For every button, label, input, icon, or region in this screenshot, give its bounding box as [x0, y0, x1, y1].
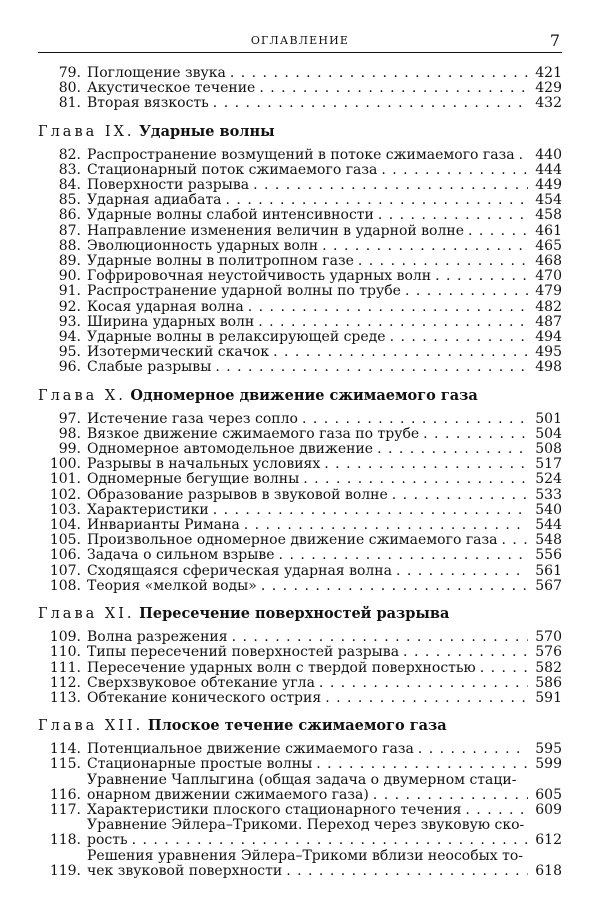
section-title: Косая ударная волна — [87, 298, 244, 315]
section-number: 107. — [49, 562, 81, 579]
page-reference: 556 — [535, 547, 562, 564]
section-title: Вязкое движение сжимаемого газа по трубе — [87, 425, 420, 442]
page-reference: 567 — [535, 577, 562, 594]
chapter-label: Глава XI. — [38, 606, 135, 623]
page-reference: 508 — [535, 441, 562, 458]
section-number: 112. — [49, 674, 81, 691]
page-reference: 591 — [535, 689, 562, 706]
section-title: Разрывы в начальных условиях — [87, 456, 321, 473]
section-title: Обтекание конического острия — [87, 689, 322, 706]
dot-leader — [435, 269, 528, 284]
chapter-heading — [38, 605, 562, 623]
page-reference: 605 — [535, 786, 562, 803]
dot-leader — [261, 579, 528, 594]
entry-body — [87, 66, 532, 81]
entry-body — [87, 691, 532, 706]
entry-body — [87, 548, 532, 563]
section-title: Ударные волны слабой интенсивности — [87, 207, 374, 224]
page-reference: 612 — [535, 832, 562, 849]
section-title: Сверхзвуковое обтекание угла — [87, 674, 315, 691]
section-title-line: Уравнение Эйлера–Трикоми. Переход через звуковую ско- — [87, 817, 525, 834]
page-reference: 501 — [535, 410, 562, 427]
entry-body — [87, 630, 532, 645]
section-title: Поверхности разрыва — [87, 177, 250, 194]
section-number: 115. — [49, 756, 81, 773]
page-reference: 465 — [535, 237, 562, 254]
page-reference: 609 — [535, 801, 562, 818]
dot-leader — [248, 300, 528, 315]
dot-leader — [213, 503, 528, 518]
dot-leader — [418, 742, 528, 757]
section-title-last-line — [87, 788, 532, 803]
page-reference: 449 — [535, 177, 562, 194]
section-number: 91. — [58, 283, 81, 300]
page-reference: 504 — [535, 425, 562, 442]
page-reference: 544 — [535, 517, 562, 534]
section-title: Поглощение звука — [87, 65, 226, 81]
section-title: Изотермический скачок — [87, 344, 270, 361]
toc-entry[interactable] — [38, 239, 562, 254]
dot-leader — [303, 472, 528, 487]
section-number: 100. — [49, 456, 81, 473]
page-reference: 582 — [535, 659, 562, 676]
section-number: 95. — [58, 344, 81, 361]
dot-leader — [502, 533, 529, 548]
section-title: Ударная адиабата — [87, 192, 222, 209]
section-number: 106. — [49, 547, 81, 564]
section-title: Пересечение ударных волн с твердой поверхностью — [87, 659, 476, 676]
page-reference: 458 — [535, 207, 562, 224]
entry-body — [87, 773, 532, 803]
toc-entry[interactable] — [38, 345, 562, 360]
section-number: 81. — [58, 95, 81, 112]
entry-body — [87, 345, 532, 360]
toc-entry[interactable] — [38, 457, 562, 472]
toc-entry[interactable] — [38, 269, 562, 284]
entry-body — [87, 96, 532, 111]
entry-body — [87, 284, 532, 299]
toc-entry[interactable] — [38, 818, 562, 848]
section-number: 93. — [58, 313, 81, 330]
table-of-contents — [38, 66, 562, 879]
section-title: Распространение возмущений в потоке сжимаемого газа — [87, 146, 515, 163]
entry-body — [87, 178, 532, 193]
chapter-title: Плоское течение сжимаемого газа — [147, 717, 447, 735]
entry-body — [87, 564, 532, 579]
dot-leader — [324, 457, 528, 472]
section-number: 101. — [49, 471, 81, 488]
page-reference: 570 — [535, 629, 562, 646]
section-title-line: чек звуковой поверхности — [87, 862, 283, 879]
section-number: 117. — [49, 801, 81, 818]
dot-leader — [253, 178, 528, 193]
toc-entry[interactable] — [38, 412, 562, 427]
toc-entry[interactable] — [38, 518, 562, 533]
entry-body — [87, 518, 532, 533]
entry-body — [87, 239, 532, 254]
dot-leader — [244, 518, 528, 533]
section-number: 82. — [58, 146, 81, 163]
page-reference: 482 — [535, 298, 562, 315]
section-title: Направление изменения величин в ударной волне — [87, 222, 464, 239]
toc-entry[interactable] — [38, 773, 562, 803]
entry-body — [87, 427, 532, 442]
entry-body — [87, 208, 532, 223]
section-title: Характеристики плоского стационарного течения — [87, 801, 462, 818]
entry-body — [87, 315, 532, 330]
section-number: 110. — [49, 644, 81, 661]
entry-body — [87, 676, 532, 691]
page-reference: 444 — [535, 161, 562, 178]
section-number: 83. — [58, 161, 81, 178]
toc-entry[interactable] — [38, 564, 562, 579]
dot-leader — [373, 788, 528, 803]
entry-body — [87, 81, 532, 96]
entry-body — [87, 818, 532, 848]
section-title-line: рость — [87, 832, 128, 849]
chapter-label: Глава X. — [38, 387, 126, 404]
section-number: 103. — [49, 501, 81, 518]
entry-body — [87, 300, 532, 315]
section-title: Потенциальное движение сжимаемого газа — [87, 741, 414, 758]
section-number: 89. — [58, 253, 81, 270]
toc-entry[interactable] — [38, 488, 562, 503]
page-reference: 517 — [535, 456, 562, 473]
toc-entry[interactable] — [38, 81, 562, 96]
chapter-title: Ударные волны — [139, 122, 275, 140]
section-number: 108. — [49, 577, 81, 594]
section-title: Инварианты Римана — [87, 517, 240, 534]
page-reference: 470 — [535, 268, 562, 285]
chapter-label: Глава XII. — [38, 718, 144, 735]
page-reference: 524 — [535, 471, 562, 488]
page-reference: 498 — [535, 359, 562, 376]
entry-body — [87, 330, 532, 345]
chapter-title: Пересечение поверхностей разрыва — [139, 605, 450, 623]
section-title: Распространение ударной волны по трубе — [87, 283, 401, 300]
page-reference: 487 — [535, 313, 562, 330]
entry-body — [87, 193, 532, 208]
section-number: 87. — [58, 222, 81, 239]
section-number: 111. — [49, 659, 81, 676]
toc-entry[interactable] — [38, 163, 562, 178]
entry-body — [87, 661, 532, 676]
entry-body — [87, 163, 532, 178]
toc-entry[interactable] — [38, 691, 562, 706]
page-reference: 432 — [535, 95, 562, 112]
section-number: 85. — [58, 192, 81, 209]
section-number: 97. — [58, 410, 81, 427]
section-title-line: онарном движении сжимаемого газа) — [87, 786, 369, 803]
page-reference: 454 — [535, 192, 562, 209]
section-number: 118. — [49, 832, 81, 849]
section-title: Одномерные бегущие волны — [87, 471, 300, 488]
section-title: Задача о сильном взрыве — [87, 547, 275, 564]
section-number: 80. — [58, 80, 81, 97]
toc-entry[interactable] — [38, 533, 562, 548]
toc-entry[interactable] — [38, 224, 562, 239]
section-number: 94. — [58, 329, 81, 346]
section-title: Характеристики — [87, 501, 209, 518]
dot-leader — [319, 676, 528, 691]
page-reference: 421 — [535, 65, 562, 81]
entry-body — [87, 533, 532, 548]
dot-leader — [381, 163, 528, 178]
toc-entry[interactable] — [38, 208, 562, 223]
toc-entry[interactable] — [38, 360, 562, 375]
page-number: 7 — [549, 31, 560, 50]
toc-entry[interactable] — [38, 472, 562, 487]
dot-leader — [405, 284, 528, 299]
entry-body — [87, 645, 532, 660]
section-title: Образование разрывов в звуковой волне — [87, 486, 388, 503]
section-number: 113. — [49, 689, 81, 706]
toc-entry[interactable] — [38, 148, 562, 163]
section-title: Эволюционность ударных волн — [87, 237, 319, 254]
toc-entry[interactable] — [38, 300, 562, 315]
dot-leader — [226, 193, 528, 208]
section-number: 79. — [58, 65, 81, 81]
dot-leader — [215, 360, 528, 375]
section-number: 119. — [49, 862, 81, 879]
page-reference: 540 — [535, 501, 562, 518]
page-reference: 586 — [535, 674, 562, 691]
toc-entry[interactable] — [38, 330, 562, 345]
section-title: Слабые разрывы — [87, 359, 212, 376]
toc-entry[interactable] — [38, 849, 562, 879]
page-reference: 561 — [535, 562, 562, 579]
toc-entry[interactable] — [38, 284, 562, 299]
entry-body — [87, 849, 532, 879]
toc-entry[interactable] — [38, 193, 562, 208]
dot-leader — [390, 330, 528, 345]
section-number: 105. — [49, 532, 81, 549]
section-title: Стационарный поток сжимаемого газа — [87, 161, 378, 178]
page-reference: 479 — [535, 283, 562, 300]
entry-body — [87, 457, 532, 472]
chapter-title: Одномерное движение сжимаемого газа — [130, 386, 478, 404]
dot-leader — [273, 345, 528, 360]
dot-leader — [325, 691, 528, 706]
toc-entry[interactable] — [38, 645, 562, 660]
section-title: Стационарные простые волны — [87, 756, 313, 773]
section-title: Вторая вязкость — [87, 95, 209, 112]
entry-body — [87, 742, 532, 757]
dot-leader — [396, 564, 528, 579]
toc-entry[interactable] — [38, 661, 562, 676]
toc-entry[interactable] — [38, 579, 562, 594]
entry-body — [87, 269, 532, 284]
entry-body — [87, 224, 532, 239]
toc-entry[interactable] — [38, 503, 562, 518]
dot-leader — [465, 803, 528, 818]
section-title: Ударные волны в релаксирующей среде — [87, 329, 386, 346]
dot-leader — [403, 645, 528, 660]
chapter-heading — [38, 387, 562, 405]
toc-entry[interactable] — [38, 315, 562, 330]
section-title: Истечение газа через сопло — [87, 410, 298, 427]
toc-entry[interactable] — [38, 254, 562, 269]
dot-leader — [258, 315, 528, 330]
dot-leader — [322, 239, 528, 254]
toc-entry[interactable] — [38, 742, 562, 757]
header-rule — [38, 52, 562, 53]
toc-entry[interactable] — [38, 442, 562, 457]
chapter-heading — [38, 717, 562, 735]
entry-body — [87, 503, 532, 518]
section-number: 104. — [49, 517, 81, 534]
section-title-last-line — [87, 864, 532, 879]
entry-body — [87, 757, 532, 772]
section-title: Волна разрежения — [87, 629, 228, 646]
section-number: 98. — [58, 425, 81, 442]
page-reference: 495 — [535, 344, 562, 361]
dot-leader — [392, 488, 528, 503]
section-number: 90. — [58, 268, 81, 285]
entry-body — [87, 472, 532, 487]
dot-leader — [279, 548, 528, 563]
toc-entry[interactable] — [38, 548, 562, 563]
section-title-line: Решения уравнения Эйлера–Трикоми вблизи неособых то- — [87, 847, 524, 864]
page-reference: 494 — [535, 329, 562, 346]
dot-leader — [358, 254, 528, 269]
section-title: Ширина ударных волн — [87, 313, 255, 330]
toc-entry[interactable] — [38, 96, 562, 111]
entry-body — [87, 412, 532, 427]
page-reference: 595 — [535, 741, 562, 758]
toc-entry[interactable] — [38, 803, 562, 818]
section-title-last-line — [87, 833, 532, 848]
dot-leader — [480, 661, 528, 676]
page-reference: 461 — [535, 222, 562, 239]
section-title: Произвольное одномерное движение сжимаемого газа — [87, 532, 498, 549]
section-number: 84. — [58, 177, 81, 194]
page-reference: 468 — [535, 253, 562, 270]
toc-entry[interactable] — [38, 427, 562, 442]
dot-leader — [213, 96, 528, 111]
section-number: 102. — [49, 486, 81, 503]
dot-leader — [378, 208, 528, 223]
page-reference: 533 — [535, 486, 562, 503]
chapter-heading — [38, 123, 562, 141]
page-reference: 429 — [535, 80, 562, 97]
toc-entry[interactable] — [38, 757, 562, 772]
dot-leader — [286, 864, 528, 879]
dot-leader — [468, 224, 528, 239]
toc-entry[interactable] — [38, 66, 562, 81]
page-reference: 599 — [535, 756, 562, 773]
dot-leader — [377, 442, 528, 457]
toc-entry[interactable] — [38, 630, 562, 645]
page-reference: 548 — [535, 532, 562, 549]
dot-leader — [232, 630, 528, 645]
dot-leader — [423, 427, 528, 442]
page-reference: 440 — [535, 146, 562, 163]
section-title: Сходящаяся сферическая ударная волна — [87, 562, 392, 579]
section-title-line: Уравнение Чаплыгина (общая задача о двумерном стаци- — [87, 771, 517, 788]
dot-leader — [230, 66, 528, 81]
section-number: 88. — [58, 237, 81, 254]
dot-leader — [316, 757, 528, 772]
section-number: 96. — [58, 359, 81, 376]
section-title: Одномерное автомодельное движение — [87, 441, 374, 458]
chapter-label: Глава IX. — [38, 123, 135, 140]
dot-leader — [132, 833, 528, 848]
section-title: Теория «мелкой воды» — [87, 577, 257, 594]
page-reference: 576 — [535, 644, 562, 661]
section-title: Ударные волны в политропном газе — [87, 253, 354, 270]
section-number: 109. — [49, 629, 81, 646]
running-title: ОГЛАВЛЕНИЕ — [250, 34, 350, 47]
entry-body — [87, 360, 532, 375]
dot-leader — [259, 81, 528, 96]
section-number: 92. — [58, 298, 81, 315]
dot-leader — [302, 412, 528, 427]
section-title: Акустическое течение — [87, 80, 256, 97]
entry-body — [87, 488, 532, 503]
section-title: Гофрировочная неустойчивость ударных волн — [87, 268, 432, 285]
toc-entry[interactable] — [38, 178, 562, 193]
section-number: 86. — [58, 207, 81, 224]
entry-body — [87, 254, 532, 269]
page-header — [38, 31, 562, 53]
page-reference: 618 — [535, 862, 562, 879]
toc-entry[interactable] — [38, 676, 562, 691]
entry-body — [87, 803, 532, 818]
section-number: 99. — [58, 441, 81, 458]
section-number: 116. — [49, 786, 81, 803]
section-title: Типы пересечений поверхностей разрыва — [87, 644, 400, 661]
entry-body — [87, 579, 532, 594]
section-number: 114. — [49, 741, 81, 758]
entry-body — [87, 148, 532, 163]
dot-leader — [519, 148, 528, 163]
entry-body — [87, 442, 532, 457]
